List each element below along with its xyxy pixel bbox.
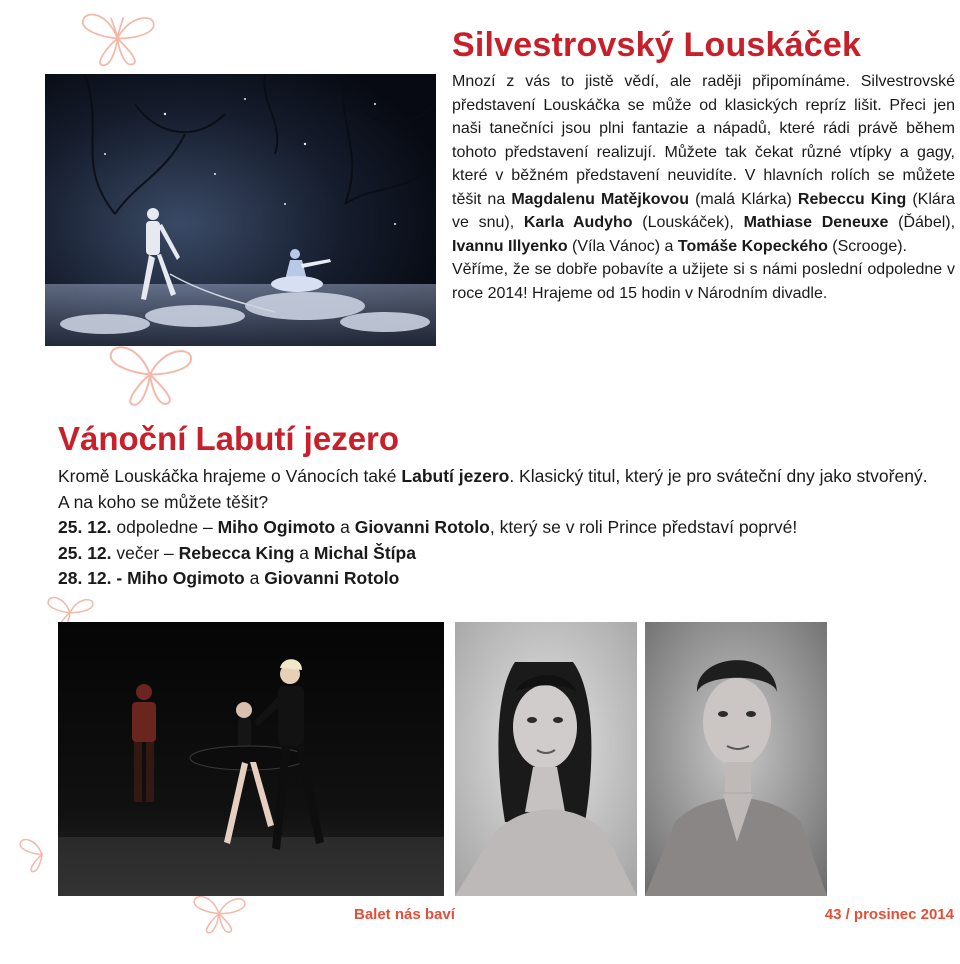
text-span: Mnozí z vás to jistě vědí, ale raději připomínáme. Silvestrovské představení Louskáčka se může od klasických repríz lišit. Přeci jen naši tanečníci jsou plni fantazie a nápadů, které rádi právě během tohoto představení realizují. Můžete tak čekat různé vtípky a gagy, které v běžném představení neuvidíte. V hlavních rolích se můžete těšit na: [452, 73, 955, 208]
dancer-portrait-woman: [455, 622, 637, 896]
dancer-name: Giovanni Rotolo: [354, 517, 490, 537]
title-highlight: Labutí jezero: [401, 466, 510, 486]
cast-line: [58, 515, 938, 541]
dancer-name: Tomáše Kopeckého: [677, 237, 828, 255]
text-span: -: [111, 568, 128, 588]
performance-date: 28. 12.: [58, 568, 112, 588]
text-span: večer –: [111, 542, 179, 563]
swan-lake-intro: [58, 464, 938, 515]
text-span: a: [335, 517, 355, 537]
swan-lake-article: [58, 464, 938, 592]
role-text: (Klára ve snu),: [452, 190, 956, 231]
role-text: (Scrooge).: [827, 237, 907, 255]
dancer-name: Rebecca King: [178, 542, 295, 563]
swan-lake-stage-photo: [58, 622, 444, 896]
text-span: . Klasický titul, který je pro sváteční dny jako stvořený. A na koho se můžete těšit?: [58, 466, 928, 512]
cast-line: [58, 541, 938, 567]
nutcracker-paragraph: [452, 70, 955, 258]
text-span: odpoledne –: [111, 517, 218, 537]
dancer-name: Karla Audyho: [523, 214, 633, 231]
nutcracker-closing: Věříme, že se dobře pobavíte a užijete si s námi poslední odpoledne v roce 2014! Hrajeme od 15 hodin v Národním divadle.: [452, 261, 955, 302]
dancer-name: Giovanni Rotolo: [264, 568, 400, 588]
role-text: (Víla Vánoc) a: [567, 237, 678, 255]
dancer-name: Rebeccu King: [797, 190, 907, 208]
role-text: (Louskáček),: [632, 214, 744, 231]
dancer-name: Miho Ogimoto: [217, 517, 336, 537]
cast-line: [58, 566, 938, 592]
dancer-name: Ivannu Illyenko: [452, 237, 568, 255]
nutcracker-title: Silvestrovský Louskáček: [452, 26, 862, 64]
dancer-name: Miho Ogimoto: [127, 568, 245, 588]
performance-date: 25. 12.: [58, 542, 112, 563]
nutcracker-stage-photo: [45, 74, 436, 346]
dancer-name: Magdalenu Matějkovou: [511, 190, 689, 208]
role-text: (Ďábel),: [888, 214, 956, 231]
footer-magazine-name: Balet nás baví: [354, 906, 455, 923]
dancer-name: Michal Štípa: [313, 542, 416, 563]
role-text: (malá Klárka): [688, 190, 798, 208]
butterfly-icon: [70, 8, 165, 70]
nutcracker-article: [452, 70, 955, 305]
butterfly-icon: [95, 340, 205, 410]
text-span: a: [294, 542, 314, 563]
dancer-name: Mathiase Deneuxe: [743, 214, 889, 231]
swan-lake-title: Vánoční Labutí jezero: [58, 420, 400, 457]
performance-date: 25. 12.: [58, 517, 112, 537]
footer-issue-info: 43 / prosinec 2014: [824, 906, 954, 923]
dancer-portrait-man: [645, 622, 827, 896]
text-span: a: [244, 568, 265, 588]
text-span: , který se v roli Prince představí poprvé!: [489, 517, 798, 537]
text-span: Kromě Louskáčka hrajeme o Vánocích také: [58, 466, 402, 486]
